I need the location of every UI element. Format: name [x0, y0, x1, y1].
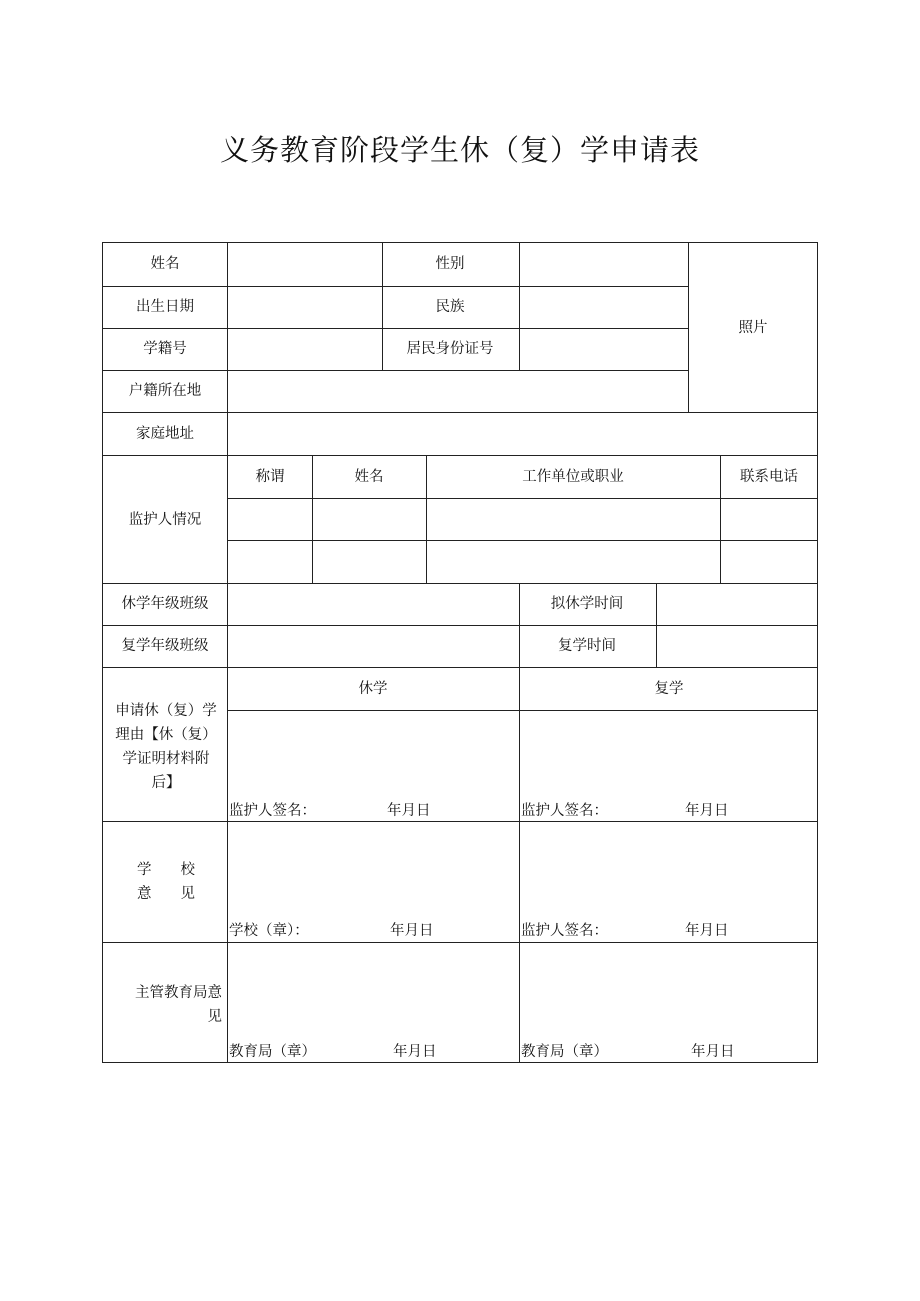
guardian-col-relation: 称谓	[255, 468, 285, 485]
address-label: 家庭地址	[136, 425, 194, 442]
suspend-guardian-signature: 监护人签名：	[229, 802, 316, 819]
id-card-label: 居民身份证号	[406, 340, 494, 357]
bureau-stamp-left: 教育局（章）	[229, 1043, 316, 1060]
reason-label-line: 理由【休（复）	[115, 727, 217, 743]
resume-date: 年月日	[685, 802, 729, 819]
school-opinion-line: 学 校	[137, 862, 195, 878]
reason-label-line: 后】	[151, 775, 181, 791]
guardian-section-label: 监护人情况	[128, 511, 202, 528]
reason-suspend-header: 休学	[358, 680, 388, 697]
school-date: 年月日	[390, 922, 434, 939]
resume-time-label: 复学时间	[558, 637, 616, 654]
name-label: 姓名	[150, 255, 180, 272]
reason-label-line: 学证明材料附	[122, 751, 210, 767]
page-title: 义务教育阶段学生休（复）学申请表	[219, 133, 700, 167]
guardian-col-employer: 工作单位或职业	[522, 468, 624, 485]
guardian-col-phone: 联系电话	[740, 468, 798, 485]
bureau-opinion-line: 主管教育局意	[135, 985, 222, 1001]
bureau-date-right: 年月日	[691, 1043, 735, 1060]
gender-label: 性别	[435, 255, 465, 272]
school-opinion-label	[107, 858, 225, 906]
birth-date-label: 出生日期	[136, 298, 194, 315]
school-opinion-line: 意 见	[137, 886, 195, 902]
resume-guardian-signature: 监护人签名：	[521, 802, 608, 819]
bureau-date-left: 年月日	[393, 1043, 437, 1060]
bureau-opinion-line: 见	[207, 1009, 222, 1025]
suspend-date: 年月日	[387, 802, 431, 819]
photo-label: 照片	[738, 319, 768, 336]
school-stamp: 学校（章）：	[229, 922, 309, 939]
reason-resume-header: 复学	[654, 680, 684, 697]
reason-label-line: 申请休（复）学	[115, 703, 217, 719]
guardian-col-name: 姓名	[354, 468, 384, 485]
hukou-label: 户籍所在地	[128, 382, 202, 399]
school-guardian-signature: 监护人签名：	[521, 922, 608, 939]
bureau-opinion-label	[110, 981, 222, 1029]
suspend-class-label: 休学年级班级	[121, 595, 209, 612]
bureau-stamp-right: 教育局（章）	[521, 1043, 608, 1060]
school-guardian-date: 年月日	[685, 922, 729, 939]
resume-class-label: 复学年级班级	[121, 637, 209, 654]
reason-label	[107, 699, 225, 795]
suspend-time-label: 拟休学时间	[550, 595, 624, 612]
ethnicity-label: 民族	[435, 298, 465, 315]
student-id-label: 学籍号	[143, 340, 187, 357]
